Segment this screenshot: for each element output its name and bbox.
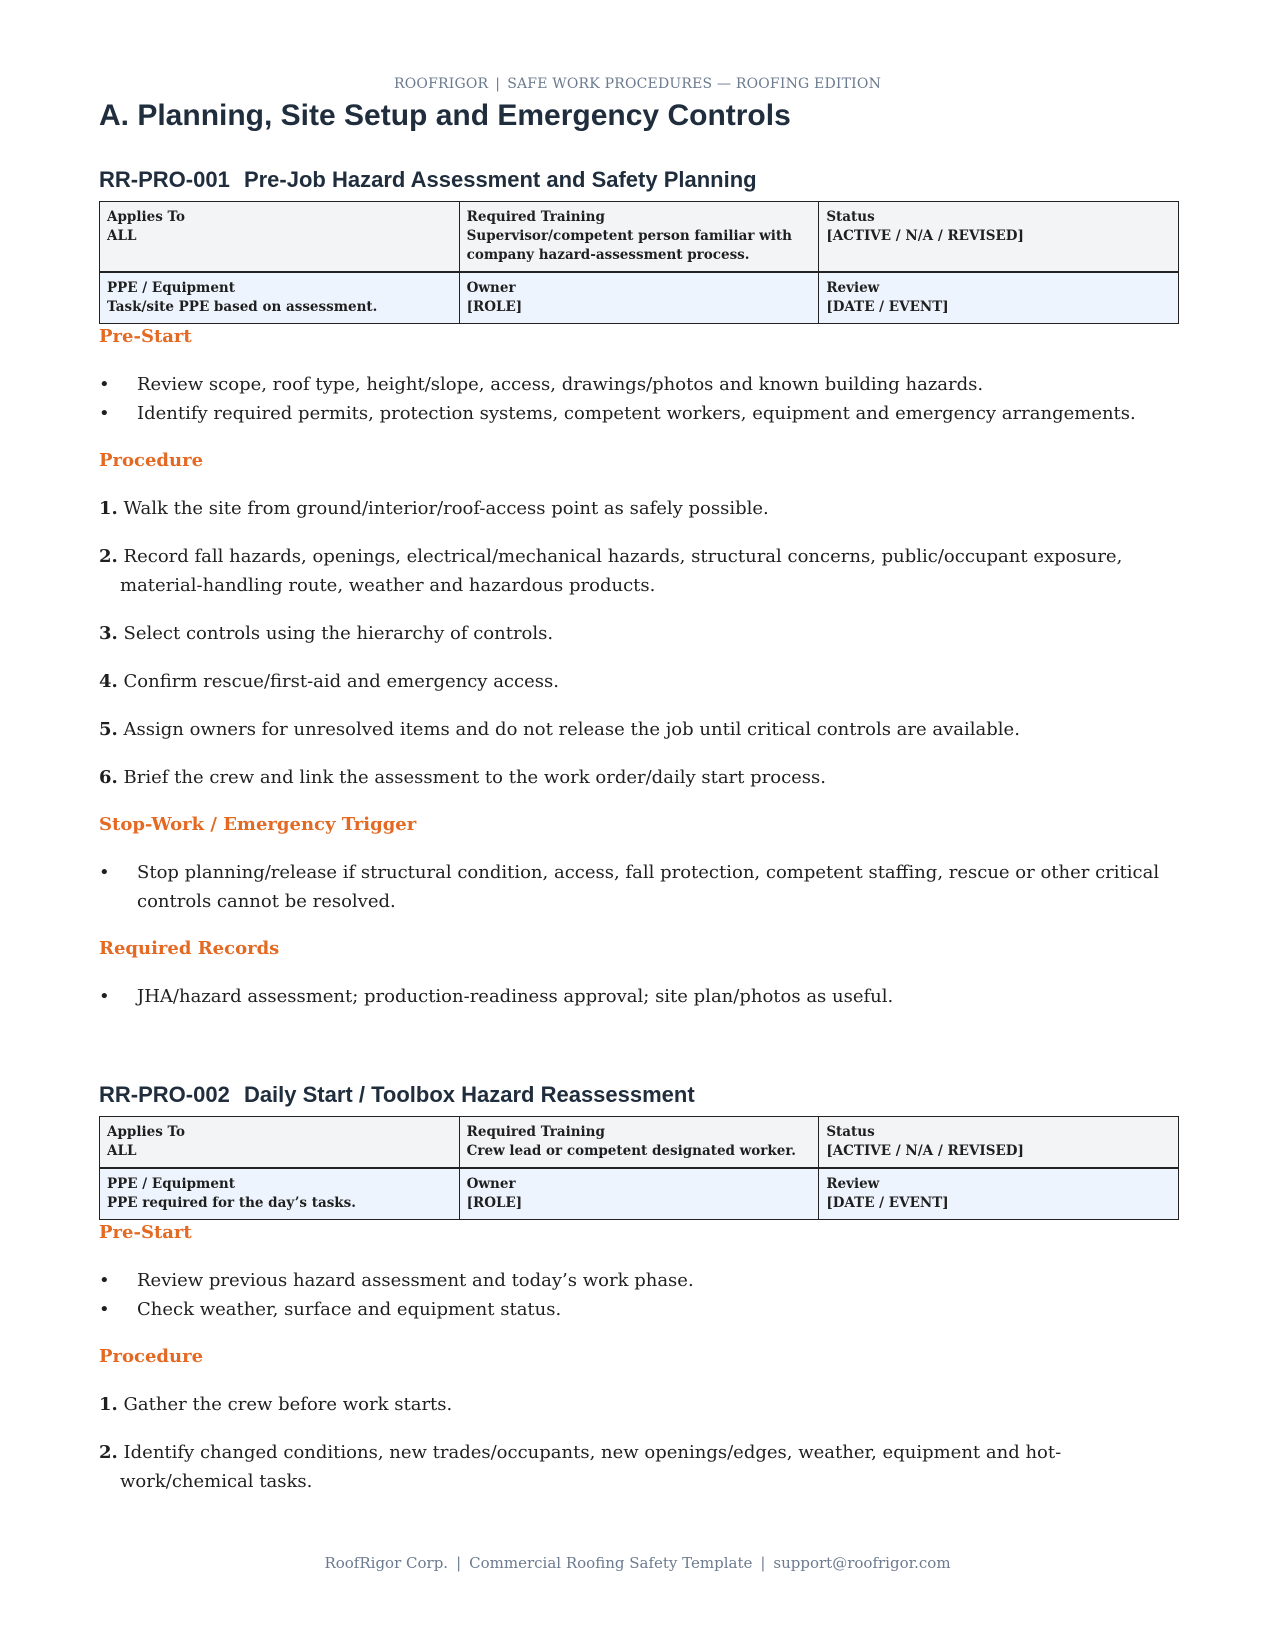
footer-separator: | [456, 1554, 462, 1572]
step-item [93, 667, 1179, 696]
procedure-rr-pro-001 [99, 166, 1179, 1011]
owner-cell [459, 272, 819, 324]
status-label: Status [826, 1124, 875, 1140]
owner-cell [459, 1168, 819, 1220]
training-value: Supervisor/competent person familiar with company hazard-assessment process. [466, 228, 792, 263]
step-number: 1. [99, 1394, 118, 1415]
document-body [99, 96, 1179, 1496]
records-heading: Required Records [99, 938, 280, 959]
status-value: [ACTIVE / N/A / REVISED] [826, 1143, 1024, 1159]
step-item [93, 619, 1179, 648]
procedure-code: RR-PRO-002 [99, 1082, 230, 1107]
prestart-list [99, 370, 1179, 428]
list-item: • Check weather, surface and equipment status. [99, 1295, 1179, 1324]
header-title: SAFE WORK PROCEDURES — ROOFING EDITION [507, 76, 882, 92]
step-number: 2. [99, 546, 118, 567]
list-item: • Stop planning/release if structural condition, access, fall protection, competent staffing, rescue or other critical controls cannot be resolved. [99, 858, 1179, 916]
procedure-heading: Procedure [99, 450, 204, 471]
status-label: Status [826, 209, 875, 225]
step-text: Assign owners for unresolved items and do not release the job until critical controls are available. [123, 719, 1020, 740]
header-separator: | [495, 76, 501, 92]
step-text: Select controls using the hierarchy of controls. [123, 623, 554, 644]
ppe-value: Task/site PPE based on assessment. [107, 299, 378, 315]
step-number: 1. [99, 498, 118, 519]
list-item: • Review previous hazard assessment and today’s work phase. [99, 1266, 1179, 1295]
applies-to-value: ALL [107, 228, 137, 244]
step-number: 6. [99, 767, 118, 788]
prestart-heading: Pre-Start [99, 1222, 192, 1243]
step-number: 4. [99, 671, 118, 692]
review-cell [819, 1168, 1179, 1220]
status-cell [819, 202, 1179, 273]
records-list [99, 982, 1179, 1011]
step-number: 2. [99, 1442, 118, 1463]
prestart-list [99, 1266, 1179, 1324]
footer-separator: | [760, 1554, 766, 1572]
applies-to-label: Applies To [107, 1124, 186, 1140]
training-value: Crew lead or competent designated worker. [466, 1143, 796, 1159]
step-text: Gather the crew before work starts. [123, 1394, 453, 1415]
list-item: • JHA/hazard assessment; production-readiness approval; site plan/photos as useful. [99, 982, 1179, 1011]
review-value: [DATE / EVENT] [826, 1195, 949, 1211]
step-item [93, 494, 1179, 523]
ppe-cell [100, 272, 460, 324]
status-cell [819, 1117, 1179, 1169]
ppe-label: PPE / Equipment [107, 280, 235, 296]
stop-work-heading: Stop-Work / Emergency Trigger [99, 814, 417, 835]
header-brand: ROOFRIGOR [393, 76, 489, 92]
step-text: Record fall hazards, openings, electrical/mechanical hazards, structural concerns, public/occupant exposure, material-handling route, weather and hazardous products. [120, 546, 1123, 596]
procedure-title [99, 1081, 1179, 1109]
procedure-title [99, 166, 1179, 194]
procedure-name: Daily Start / Toolbox Hazard Reassessment [243, 1082, 695, 1107]
step-item [93, 1390, 1179, 1419]
footer-company: RoofRigor Corp. [324, 1554, 449, 1572]
owner-value: [ROLE] [466, 1195, 523, 1211]
step-text: Brief the crew and link the assessment to the work order/daily start process. [123, 767, 826, 788]
applies-to-cell [100, 202, 460, 273]
procedure-heading: Procedure [99, 1346, 204, 1367]
applies-to-cell [100, 1117, 460, 1169]
procedure-steps [99, 1390, 1179, 1496]
step-text: Confirm rescue/first-aid and emergency access. [123, 671, 559, 692]
ppe-label: PPE / Equipment [107, 1176, 235, 1192]
list-item: • Review scope, roof type, height/slope, access, drawings/photos and known building hazards. [99, 370, 1179, 399]
procedure-steps [99, 494, 1179, 792]
step-number: 3. [99, 623, 118, 644]
owner-label: Owner [466, 280, 516, 296]
footer-template: Commercial Roofing Safety Template [469, 1554, 753, 1572]
step-item [93, 1438, 1179, 1496]
ppe-cell [100, 1168, 460, 1220]
training-label: Required Training [466, 209, 605, 225]
owner-value: [ROLE] [466, 299, 523, 315]
applies-to-label: Applies To [107, 209, 186, 225]
step-number: 5. [99, 719, 118, 740]
ppe-value: PPE required for the day’s tasks. [107, 1195, 356, 1211]
review-label: Review [826, 1176, 880, 1192]
review-value: [DATE / EVENT] [826, 299, 949, 315]
step-item [93, 715, 1179, 744]
step-item [93, 763, 1179, 792]
footer-email: support@roofrigor.com [773, 1554, 951, 1572]
review-cell [819, 272, 1179, 324]
list-item: • Identify required permits, protection systems, competent workers, equipment and emergency arrangements. [99, 399, 1179, 428]
owner-label: Owner [466, 1176, 516, 1192]
page-header [0, 76, 1275, 92]
procedure-meta-table [99, 1116, 1179, 1220]
procedure-rr-pro-002 [99, 1081, 1179, 1496]
page-footer [0, 1554, 1275, 1572]
step-text: Walk the site from ground/interior/roof-access point as safely possible. [123, 498, 769, 519]
prestart-heading: Pre-Start [99, 326, 192, 347]
stop-work-list [99, 858, 1179, 916]
training-cell [459, 1117, 819, 1169]
procedure-code: RR-PRO-001 [99, 167, 230, 192]
training-label: Required Training [466, 1124, 605, 1140]
status-value: [ACTIVE / N/A / REVISED] [826, 228, 1024, 244]
procedure-meta-table [99, 201, 1179, 324]
applies-to-value: ALL [107, 1143, 137, 1159]
step-item [93, 542, 1179, 600]
step-text: Identify changed conditions, new trades/occupants, new openings/edges, weather, equipment and hot-work/chemical tasks. [120, 1442, 1062, 1492]
procedure-name: Pre-Job Hazard Assessment and Safety Planning [243, 167, 757, 192]
section-title: A. Planning, Site Setup and Emergency Controls [99, 99, 791, 132]
training-cell [459, 202, 819, 273]
review-label: Review [826, 280, 880, 296]
